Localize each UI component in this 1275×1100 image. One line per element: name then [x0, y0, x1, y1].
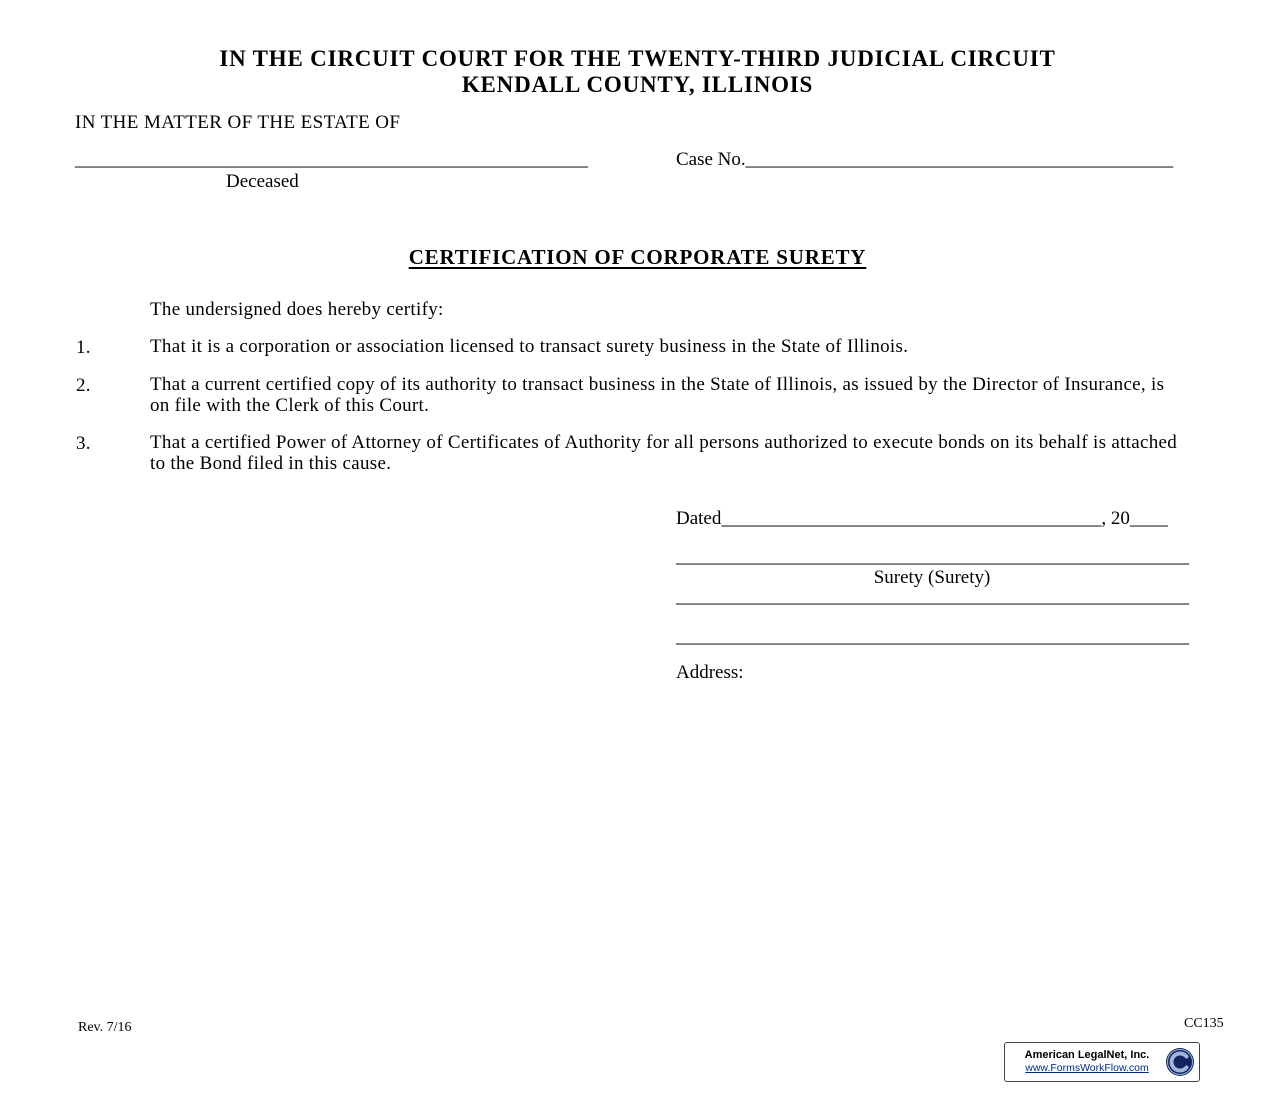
- list-item-3: [76, 433, 1186, 474]
- year-blank-line: ____: [1129, 508, 1168, 529]
- list-item-number: 3.: [76, 433, 91, 454]
- document-title: CERTIFICATION OF CORPORATE SURETY: [408, 245, 867, 269]
- deceased-label: Deceased: [226, 171, 299, 192]
- form-number: CC135: [1184, 1016, 1224, 1031]
- list-item-number: 1.: [76, 337, 91, 358]
- case-no-label: Case No.: [676, 149, 746, 170]
- list-item-number: 2.: [76, 375, 91, 396]
- vendor-url-link[interactable]: www.FormsWorkFlow.com: [1025, 1062, 1149, 1074]
- case-no-blank-line: _____________________________________________: [745, 149, 1174, 170]
- dated-blank-line: ________________________________________: [721, 508, 1102, 529]
- surety-signature-line: ______________________________________________________: [676, 546, 1189, 567]
- matter-of-estate-label: IN THE MATTER OF THE ESTATE OF: [75, 112, 401, 133]
- revision-label: Rev. 7/16: [78, 1020, 132, 1035]
- vendor-name: American LegalNet, Inc.: [1024, 1049, 1150, 1061]
- court-header: [0, 46, 1275, 98]
- dated-label: Dated: [676, 508, 722, 529]
- address-label: Address:: [676, 662, 744, 683]
- case-number-row: [676, 149, 1173, 171]
- list-item-text: That it is a corporation or association licensed to transact surety business in the State of Illinois.: [150, 336, 909, 357]
- court-header-line1: IN THE CIRCUIT COURT FOR THE TWENTY-THIRD JUDICIAL CIRCUIT: [219, 46, 1056, 71]
- list-item-1: [76, 337, 1186, 359]
- signature-blank-line-2: ______________________________________________________: [676, 586, 1189, 607]
- list-item-text: That a certified Power of Attorney of Certificates of Authority for all persons authorized to execute bonds on its behalf is attached to the Bond filed in this cause.: [150, 432, 1178, 474]
- vendor-text: [1009, 1049, 1165, 1075]
- certify-intro: The undersigned does hereby certify:: [150, 299, 444, 320]
- american-legalnet-logo-icon: [1165, 1047, 1195, 1077]
- list-item-2: [76, 375, 1186, 416]
- estate-name-blank-line: ______________________________________________________: [75, 149, 588, 170]
- year-prefix: , 20: [1101, 508, 1130, 529]
- surety-label: Surety (Surety): [873, 567, 991, 588]
- court-header-line2: KENDALL COUNTY, ILLINOIS: [461, 72, 814, 97]
- dated-row: [676, 508, 1168, 530]
- signature-blank-line-3: ______________________________________________________: [676, 626, 1189, 647]
- american-legalnet-box: [1004, 1042, 1200, 1082]
- list-item-text: That a current certified copy of its authority to transact business in the State of Illinois, as issued by the Director of Insurance, is on file with the Clerk of this Court.: [150, 374, 1165, 416]
